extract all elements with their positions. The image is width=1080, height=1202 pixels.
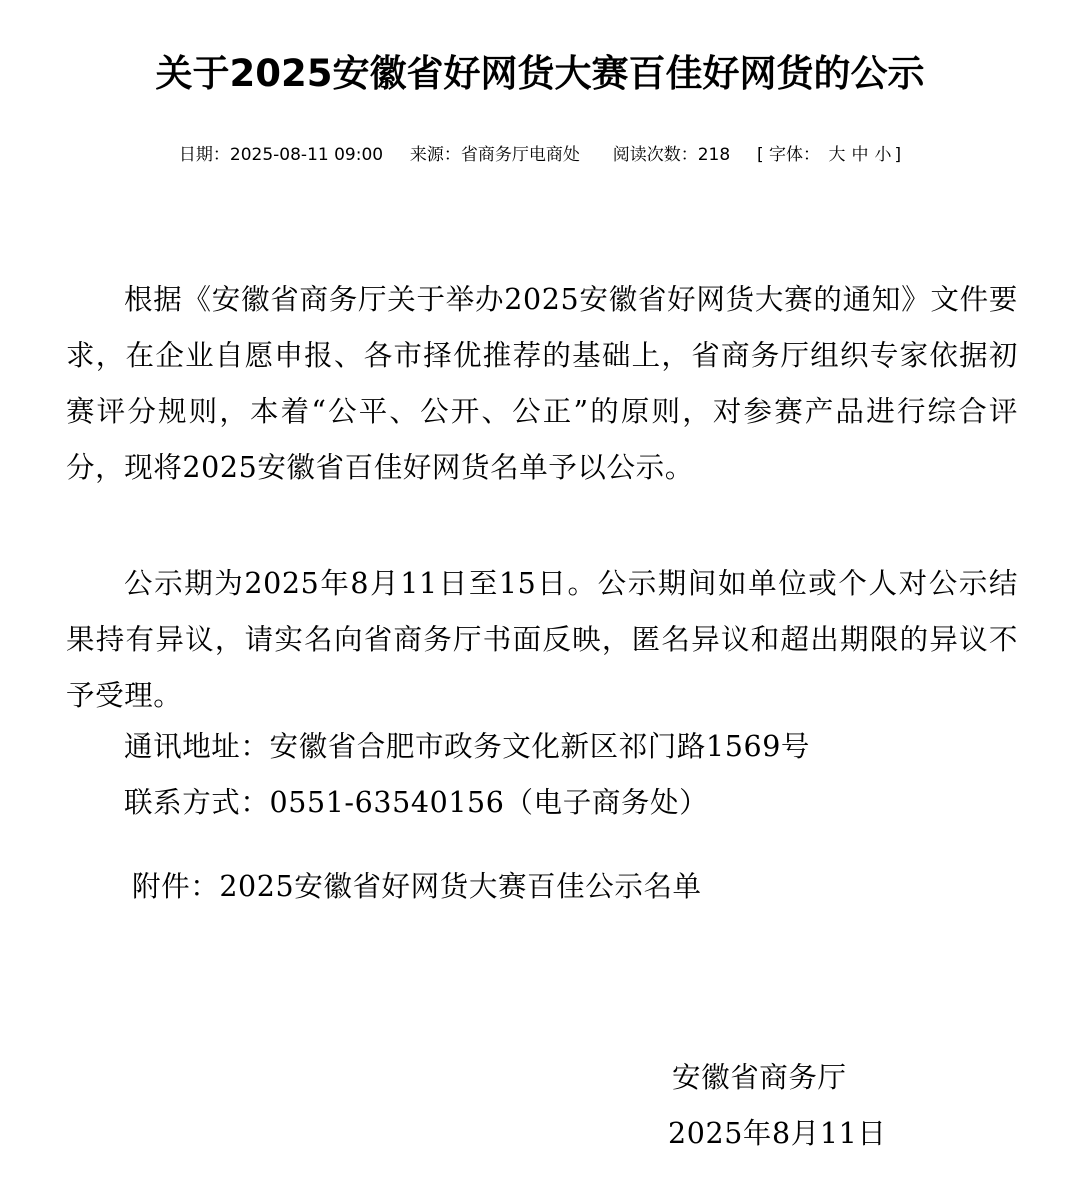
font-size-large-link[interactable]: 大 [828, 145, 846, 165]
source-label: 来源： [409, 145, 461, 165]
attachment [132, 859, 702, 915]
font-size-small-link[interactable]: 小 [874, 145, 892, 165]
page-title: 关于2025安徽省好网货大赛百佳好网货的公示 [155, 52, 925, 95]
views-label: 阅读次数： [612, 145, 698, 165]
signature-date: 2025年8月11日 [668, 1117, 887, 1150]
contact-address: 通讯地址：安徽省合肥市政务文化新区祁门路1569号 [124, 730, 811, 763]
body-paragraph-2: 公示期为2025年8月11日至15日。公示期间如单位或个人对公示结果持有异议，请实名向省商务厅书面反映，匿名异议和超出期限的异议不予受理。 [66, 567, 1018, 712]
date-value: 2025-08-11 09:00 [229, 145, 384, 165]
body-paragraph-1: 根据《安徽省商务厅关于举办2025安徽省好网货大赛的通知》文件要求，在企业自愿申报、各市择优推荐的基础上，省商务厅组织专家依据初赛评分规则，本着“公平、公开、公正”的原则，对参赛产品进行综合评分，现将2025安徽省百佳好网货名单予以公示。 [66, 283, 1018, 484]
contact-phone: 联系方式：0551-63540156（电子商务处） [124, 786, 709, 819]
font-size-close: ] [894, 145, 902, 165]
font-size-medium-link[interactable]: 中 [851, 145, 869, 165]
signature-organization: 安徽省商务厅 [672, 1061, 847, 1094]
attachment-label: 附件： [132, 870, 220, 903]
source-value: 省商务厅电商处 [460, 145, 580, 165]
date-label: 日期： [178, 145, 230, 165]
attachment-link[interactable]: 2025安徽省好网货大赛百佳公示名单 [219, 870, 702, 903]
font-size-label: [ 字体： [757, 145, 821, 165]
article-meta [0, 140, 1080, 170]
views-value: 218 [697, 145, 731, 165]
